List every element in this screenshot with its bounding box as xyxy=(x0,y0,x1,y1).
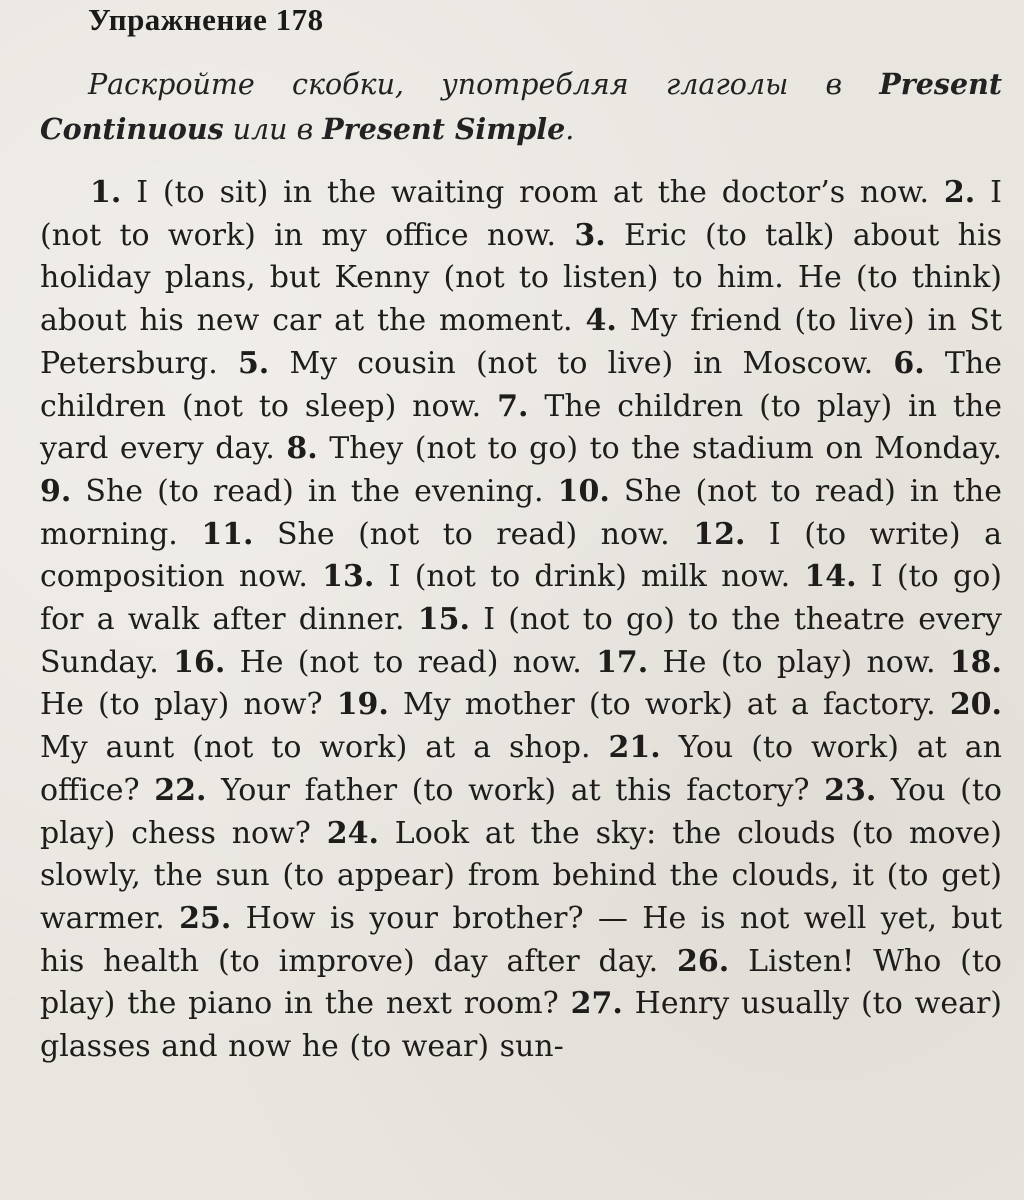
sentence-number: 13. xyxy=(322,559,375,595)
sentence-text: I (not to work) in my office now. xyxy=(40,175,1002,253)
sentence-number: 6. xyxy=(893,345,925,381)
exercise-body xyxy=(40,172,1002,1069)
sentence-text: I (not to drink) milk now. xyxy=(388,559,791,595)
sentence-item xyxy=(201,517,669,552)
sentence-number: 2. xyxy=(943,175,976,210)
sentence-text: You (to work) at an office? xyxy=(40,730,1002,808)
sentence-text: They (not to go) to the stadium on Monday. xyxy=(329,431,1002,467)
sentence-number: 26. xyxy=(677,943,730,979)
sentence-text: She (not to read) now. xyxy=(277,516,670,552)
sentence-text: How is your brother? — He is not well yet, but his health (to improve) day after day. xyxy=(40,900,1002,979)
sentence-text: My friend (to live) in St Petersburg. xyxy=(40,303,1002,381)
sentence-number: 4. xyxy=(585,303,617,339)
sentence-text: She (to read) in the evening. xyxy=(85,473,544,509)
sentence-number: 24. xyxy=(326,815,379,851)
sentence-text: My aunt (not to work) at a shop. xyxy=(40,730,591,766)
tense-name: Present Continuous xyxy=(40,67,1002,146)
sentence-text: Eric (to talk) about his holiday plans, but Kenny (not to listen) to him. He (to think) about his new car at the moment. xyxy=(40,217,1002,339)
sentence-item xyxy=(40,474,544,509)
sentence-item xyxy=(322,559,790,594)
sentence-text: He (to play) now? xyxy=(40,687,323,723)
sentence-text: I (to go) for a walk after dinner. xyxy=(40,559,1002,638)
exercise-title: Упражнение 178 xyxy=(88,2,324,37)
sentence-item xyxy=(596,645,935,680)
tense-name: Present Simple xyxy=(322,112,566,146)
sentence-number: 27. xyxy=(570,986,623,1022)
sentence-text: He (not to read) now. xyxy=(239,644,582,680)
sentence-number: 22. xyxy=(154,772,207,808)
sentence-number: 5. xyxy=(237,345,270,381)
sentence-number: 25. xyxy=(179,900,232,936)
sentence-item xyxy=(286,431,1002,466)
sentence-text: I (to sit) in the waiting room at the doctor’s now. xyxy=(136,175,930,210)
sentence-text: The children (to play) in the yard every day. xyxy=(40,388,1002,467)
sentence-item xyxy=(173,645,582,680)
sentence-item xyxy=(238,346,873,381)
sentence-number: 12. xyxy=(693,516,746,552)
sentence-number: 20. xyxy=(949,687,1003,723)
sentence-number: 3. xyxy=(574,217,606,253)
sentence-number: 9. xyxy=(40,473,72,509)
sentence-text: You (to play) chess now? xyxy=(40,772,1002,851)
sentence-number: 18. xyxy=(949,644,1002,680)
sentence-text: My mother (to work) at a factory. xyxy=(403,687,936,723)
sentence-number: 19. xyxy=(336,687,389,723)
sentence-number: 1. xyxy=(90,175,122,210)
sentence-text: Henry usually (to wear) glasses and now he (to wear) sun- xyxy=(40,986,1002,1065)
sentence-number: 17. xyxy=(596,644,649,680)
sentence-number: 8. xyxy=(286,431,318,467)
sentence-number: 23. xyxy=(824,772,877,808)
sentence-text: Listen! Who (to play) the piano in the next room? xyxy=(40,943,1002,1022)
sentence-number: 14. xyxy=(804,559,857,595)
instruction-text: . xyxy=(565,113,575,146)
sentence-text: My cousin (not to live) in Moscow. xyxy=(289,345,874,381)
instruction-text: или в xyxy=(223,113,323,146)
instruction-text: Раскройте скобки, употребляя глаголы в xyxy=(88,68,880,101)
sentence-number: 21. xyxy=(608,730,661,766)
sentence-text: He (to play) now. xyxy=(662,644,936,680)
sentence-number: 11. xyxy=(201,516,254,552)
sentence-item xyxy=(154,773,809,808)
sentence-item xyxy=(337,687,936,722)
sentence-text: I (not to go) to the theatre every Sunday. xyxy=(40,602,1002,680)
sentence-number: 7. xyxy=(497,388,529,424)
sentence-number: 16. xyxy=(173,644,226,680)
sentence-text: She (not to read) in the morning. xyxy=(40,473,1002,552)
sentence-number: 15. xyxy=(417,602,470,638)
sentence-text: I (to write) a composition now. xyxy=(40,516,1002,595)
sentence-item xyxy=(90,175,929,210)
sentence-number: 10. xyxy=(557,473,610,509)
sentence-text: Your father (to work) at this factory? xyxy=(221,772,810,808)
exercise-instruction xyxy=(40,62,1002,152)
sentence-text: The children (not to sleep) now. xyxy=(40,345,1002,424)
sentence-text: Look at the sky: the clouds (to move) slowly, the sun (to appear) from behind the clouds, it (to get) warmer. xyxy=(40,815,1002,936)
